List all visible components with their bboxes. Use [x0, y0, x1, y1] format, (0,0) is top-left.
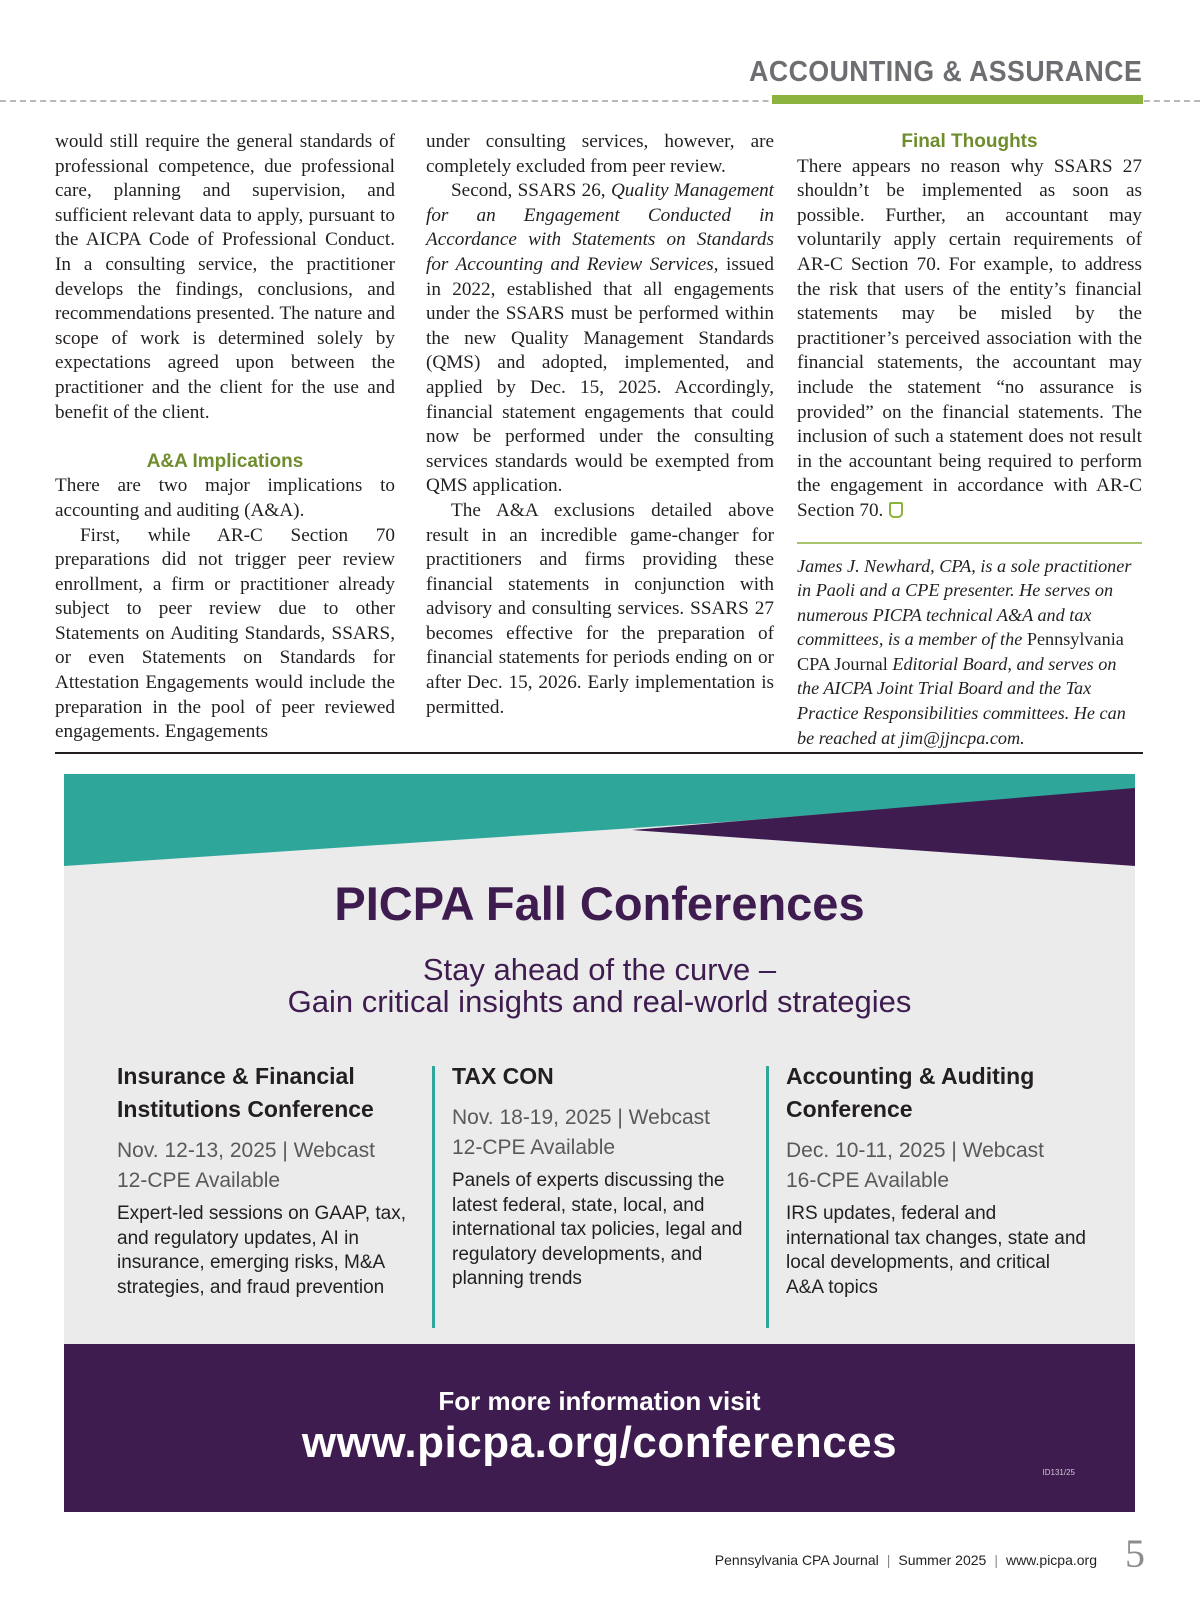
col3-paragraph-1	[797, 155, 1142, 524]
conferences-url-link[interactable]: www.picpa.org/conferences	[301, 1418, 898, 1467]
ad-subtitle-line-2: Gain critical insights and real-world strategies	[287, 984, 912, 1019]
header-accent-bar	[772, 95, 1143, 104]
col1-paragraph-1: would still require the general standards of professional competence, due professional care, planning and supervision, and sufficient relevant data to apply, pursuant to the AICPA Code of Professional Conduct. In a consulting service, the practitioner develops the findings, conclusions, and recommendations presented. The nature and scope of work is determined solely by expectations agreed upon between the practitioner and the client for the use and benefit of the client.	[55, 131, 395, 423]
page-footer: Pennsylvania CPA Journal | Summer 2025 | www.picpa.org	[714, 1552, 1097, 1568]
col3-p1-text: There appears no reason why SSARS 27 shouldn’t be implemented as soon as possible. Further, an accountant may voluntarily apply certain requirements of AR-C Section 70. For example, to address the risk that users of the entity’s financial statements may be misled by the practitioner’s perceived association with the financial statements, the accountant may include the statement “no assurance is provided” on the financial statements. The inclusion of such a statement does not result in the accountant being required to perform the engagement in accordance with AR-C Section 70.	[797, 155, 1142, 521]
col2-paragraph-2	[426, 179, 774, 499]
conference-tax-con	[452, 1060, 752, 1292]
conference-date: Dec. 10-11, 2025 | Webcast	[786, 1139, 1044, 1162]
conference-accounting-auditing	[786, 1060, 1086, 1300]
article-column-1	[55, 130, 395, 745]
section-title: ACCOUNTING & ASSURANCE	[748, 56, 1142, 88]
end-of-article-icon	[889, 502, 903, 518]
ad-footer-band	[64, 1344, 1135, 1512]
article-column-3	[797, 130, 1142, 750]
more-info-text: For more information visit	[438, 1386, 761, 1416]
footer-issue: Summer 2025	[898, 1552, 987, 1568]
col2-p2-end: issued in 2022, established that all engagements under the SSARS must be performed within the new Quality Management Standards (QMS) and adopted, implemented, and applied by Dec. 15, 2025. Accordingly, financial statement engagements that could now be performed under the consulting services standards would be exempted from QMS application.	[426, 253, 774, 497]
conference-divider	[766, 1066, 769, 1328]
conference-description: IRS updates, federal and international tax changes, state and local developments, and critical A&A topics	[786, 1203, 1086, 1298]
conference-ad	[64, 774, 1135, 1512]
ad-title: PICPA Fall Conferences	[334, 877, 865, 930]
conference-insurance	[117, 1060, 407, 1300]
subhead-aa-implications: A&A Implications	[146, 450, 304, 472]
conference-description: Expert-led sessions on GAAP, tax, and regulatory updates, AI in insurance, emerging risks, M&A strategies, and fraud prevention	[117, 1203, 407, 1298]
conference-name: Insurance & Financial Institutions Conference	[117, 1063, 374, 1122]
conference-name: Accounting & Auditing Conference	[786, 1063, 1035, 1122]
subhead-final-thoughts: Final Thoughts	[901, 131, 1038, 152]
col1-paragraph-3: First, while AR-C Section 70 preparations did not trigger peer review enrollment, a firm or practitioner already subject to peer review due to other Statements on Auditing Standards, SSARS, or even Statements on Standards for Attestation Engagements would include the preparation in the pool of peer reviewed engagements. Engagements	[55, 524, 395, 743]
conference-date: Nov. 12-13, 2025 | Webcast	[117, 1139, 375, 1162]
conference-cpe: 16-CPE Available	[786, 1169, 950, 1192]
footer-site-link[interactable]: www.picpa.org	[1005, 1552, 1097, 1568]
bio-start: James J. Newhard, CPA, is a sole practitioner in Paoli and a CPE presenter. He serves on numerous PICPA technical A&A and tax committees, is a member of the	[797, 555, 1132, 650]
article-column-2	[426, 130, 774, 720]
col2-paragraph-1: under consulting services, however, are completely excluded from peer review.	[426, 131, 774, 177]
col1-paragraph-2: There are two major implications to accounting and auditing (A&A).	[55, 475, 395, 521]
footer-journal: Pennsylvania CPA Journal	[714, 1552, 879, 1568]
bio-end: Editorial Board, and serves on the AICPA Joint Trial Board and the Tax Practice Responsibilities committees. He can be reached at jim@jjncpa.com.	[797, 653, 1126, 748]
conference-cpe: 12-CPE Available	[117, 1169, 281, 1192]
col2-p2-start: Second, SSARS 26,	[451, 180, 606, 202]
article-bottom-rule	[55, 752, 1143, 754]
conference-name: TAX CON	[452, 1063, 554, 1089]
conference-cpe: 12-CPE Available	[452, 1136, 616, 1159]
conference-description: Panels of experts discussing the latest federal, state, local, and international tax policies, legal and regulatory developments, and planning trends	[452, 1170, 743, 1289]
col2-paragraph-3: The A&A exclusions detailed above result in an incredible game-changer for practitioners and firms providing these financial statements in conjunction with advisory and consulting services. SSARS 27 becomes effective for the preparation of financial statements for periods ending on or after Dec. 15, 2026. Early implementation is permitted.	[426, 499, 774, 718]
bio-divider	[797, 542, 1142, 544]
ssars26-title: Quality Management for an Engagement Conducted in Accordance with Statements on Standards for Accounting and Review Services,	[426, 180, 775, 275]
ad-id: ID131/25	[1042, 1468, 1075, 1477]
bio-journal-name: Pennsylvania CPA Journal	[797, 629, 1124, 674]
page-number: 5	[1125, 1531, 1145, 1576]
author-bio	[797, 554, 1142, 751]
conference-date: Nov. 18-19, 2025 | Webcast	[452, 1106, 710, 1129]
ad-subtitle-line-1: Stay ahead of the curve –	[422, 952, 777, 987]
conference-divider	[432, 1066, 435, 1328]
